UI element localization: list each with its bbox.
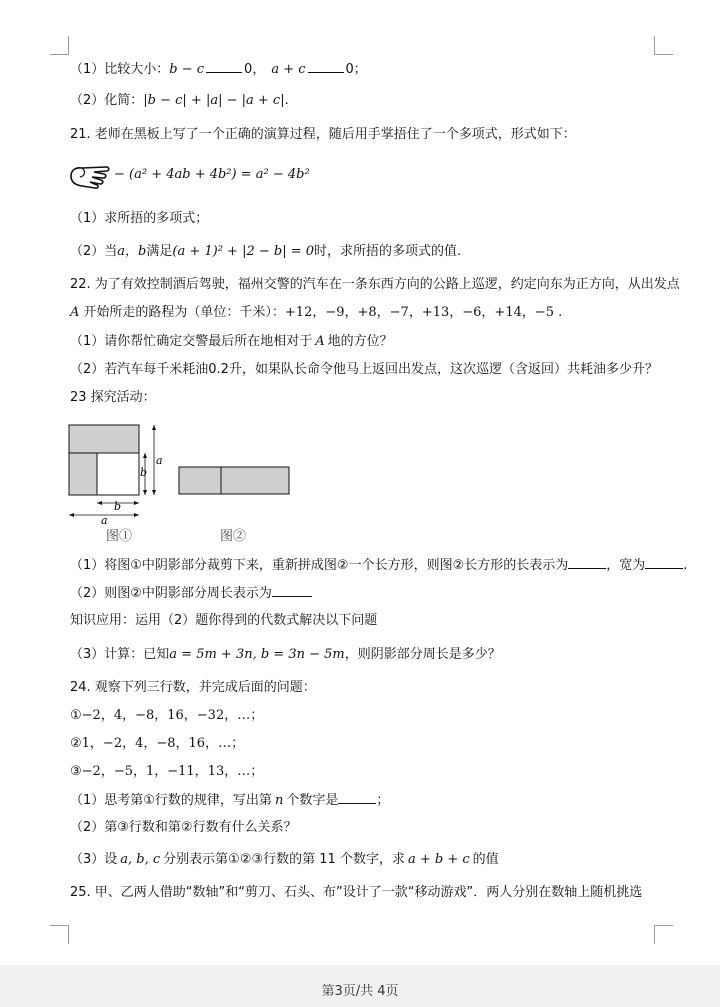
- q21-stem: 21. 老师在黑板上写了一个正确的演算过程，随后用手掌捂住了一个多项式，形式如下：: [70, 127, 576, 142]
- q22-part2: （2）若汽车每千米耗油0.2升，如果队长命令他马上返回出发点，这次巡逻（含返回）共耗油多少升？: [70, 362, 658, 377]
- q21-part1: （1）求所捂的多项式；: [70, 211, 209, 226]
- fig2-caption: 图②: [220, 529, 247, 544]
- figure-1: [60, 418, 180, 528]
- q23-stem: 23 探究活动：: [70, 390, 156, 405]
- crop-mark-bottom-left: [50, 925, 69, 944]
- q21-formula: − (a² + 4ab + 4b²) = a² − 4b²: [114, 167, 310, 182]
- q23-knowledge-application: 知识应用：运用（2）题你得到的代数式解决以下问题: [70, 613, 378, 628]
- q24-row1: ①−2，4，−8，16，−32，…；: [70, 708, 264, 723]
- fig1-label-b-bottom: b: [114, 500, 122, 513]
- crop-mark-bottom-right: [654, 925, 673, 944]
- q22-stem-line1: 22. 为了有效控制酒后驾驶，福州交警的汽车在一条东西方向的公路上巡逻，约定向东为正方向，从出发点: [70, 277, 680, 292]
- fig1-label-b-right: b: [140, 466, 148, 479]
- answer-blank[interactable]: [206, 60, 242, 73]
- page-number-footer: 第3页/共 4页: [321, 984, 399, 999]
- answer-blank[interactable]: [568, 556, 606, 569]
- answer-blank[interactable]: [645, 556, 683, 569]
- q24-part3: （3）设 a, b, c 分别表示第①②③行数的第 11 个数字，求 a + b + c 的值: [70, 852, 499, 867]
- q24-part1: （1）思考第①行数的规律，写出第 n 个数字是 ；: [70, 793, 390, 808]
- hand-icon: [68, 162, 112, 192]
- q22-stem-line2: A 开始所走的路程为（单位：千米）：+12，−9，+8，−7，+13，−6，+14，−5 .: [70, 305, 563, 320]
- q24-row2: ②1，−2，4，−8，16，…；: [70, 736, 245, 751]
- q24-stem: 24. 观察下列三行数，并完成后面的问题：: [70, 680, 316, 695]
- q20-part2: （2）化简：|b − c| + |a| − |a + c|.: [70, 93, 289, 108]
- q20-part1: （1）比较大小：b − c 0， a + c 0；: [70, 62, 367, 77]
- q21-part2: （2）当a，b满足(a + 1)² + |2 − b| = 0时，求所捂的多项式的值.: [70, 244, 462, 259]
- q24-row3: ③−2，−5，1，−11，13，…；: [70, 764, 264, 779]
- answer-blank[interactable]: [308, 60, 344, 73]
- fig1-label-a-bottom: a: [101, 514, 108, 527]
- answer-blank[interactable]: [272, 584, 312, 597]
- q24-part2: （2）第③行数和第②行数有什么关系？: [70, 820, 297, 835]
- q23-part2: （2）则图②中阴影部分周长表示为: [70, 584, 312, 603]
- crop-mark-top-left: [50, 36, 69, 55]
- crop-mark-top-right: [654, 36, 673, 55]
- answer-blank[interactable]: [338, 791, 376, 804]
- fig1-caption: 图①: [106, 529, 133, 544]
- q22-part1: （1）请你帮忙确定交警最后所在地相对于 A 地的方位？: [70, 334, 393, 349]
- fig1-label-a-right: a: [156, 454, 163, 467]
- q23-part1: （1）将图①中阴影部分裁剪下来，重新拼成图②一个长方形，则图②长方形的长表示为 ，宽为 .: [70, 558, 688, 573]
- figure-2: [176, 464, 296, 498]
- q25-stem: 25. 甲、乙两人借助“数轴”和“剪刀、石头、布”设计了一款“移动游戏”．两人分别在数轴上随机挑选: [70, 885, 643, 900]
- q23-part3: （3）计算：已知a = 5m + 3n, b = 3n − 5m，则阴影部分周长是多少？: [70, 647, 501, 662]
